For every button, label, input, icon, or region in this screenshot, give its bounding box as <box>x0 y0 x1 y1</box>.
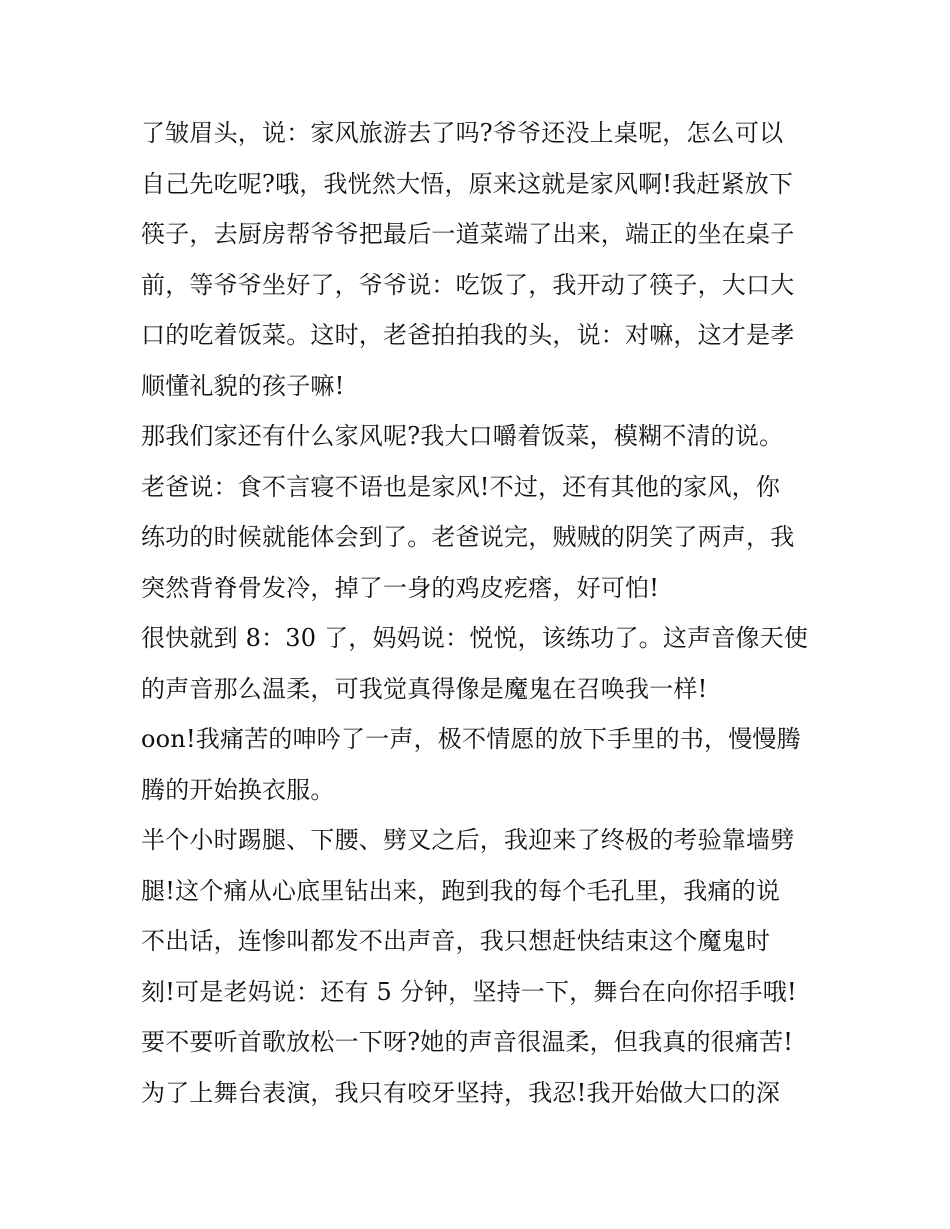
text-line: 不出话，连惨叫都发不出声音，我只想赶快结束这个魔鬼时 <box>141 927 771 955</box>
text-line: 筷子，去厨房帮爷爷把最后一道菜端了出来，端正的坐在桌子 <box>141 220 795 248</box>
text-line: 顺懂礼貌的孩子嘛! <box>141 371 345 400</box>
text-line: 突然背脊骨发冷，掉了一身的鸡皮疙瘩，好可怕! <box>141 573 660 602</box>
text-line: 的声音那么温柔，可我觉真得像是魔鬼在召唤我一样! <box>141 674 708 703</box>
text-line: oon!我痛苦的呻吟了一声，极不情愿的放下手里的书，慢慢腾 <box>141 725 801 753</box>
text-line: 老爸说：食不言寝不语也是家风!不过，还有其他的家风，你 <box>141 472 781 501</box>
text-line: 了皱眉头，说：家风旅游去了吗?爷爷还没上桌呢，怎么可以 <box>141 119 784 147</box>
text-line: 半个小时踢腿、下腰、劈叉之后，我迎来了终极的考验靠墙劈 <box>141 826 795 854</box>
text-line: 为了上舞台表演，我只有咬牙坚持，我忍!我开始做大口的深 <box>141 1078 781 1107</box>
text-line: 很快就到 8：30 了，妈妈说：悦悦，该练功了。这声音像天使 <box>141 624 809 652</box>
text-line: 口的吃着饭菜。这时，老爸拍拍我的头，说：对嘛，这才是孝 <box>141 321 795 349</box>
text-line: 腾的开始换衣服。 <box>141 775 335 804</box>
text-line: 前，等爷爷坐好了，爷爷说：吃饭了，我开动了筷子，大口大 <box>141 270 795 299</box>
body-text <box>141 108 821 1118</box>
text-line: 那我们家还有什么家风呢?我大口嚼着饭菜，模糊不清的说。 <box>141 422 784 450</box>
text-line: 腿!这个痛从心底里钻出来，跑到我的每个毛孔里，我痛的说 <box>141 876 781 905</box>
text-line: 刻!可是老妈说：还有 5 分钟，坚持一下，舞台在向你招手哦! <box>141 977 797 1006</box>
text-line: 要不要听首歌放松一下呀?她的声音很温柔，但我真的很痛苦! <box>141 1028 794 1056</box>
text-line: 自己先吃呢?哦，我恍然大悟，原来这就是家风啊!我赶紧放下 <box>141 169 794 198</box>
text-line: 练功的时候就能体会到了。老爸说完，贼贼的阴笑了两声，我 <box>141 523 795 551</box>
